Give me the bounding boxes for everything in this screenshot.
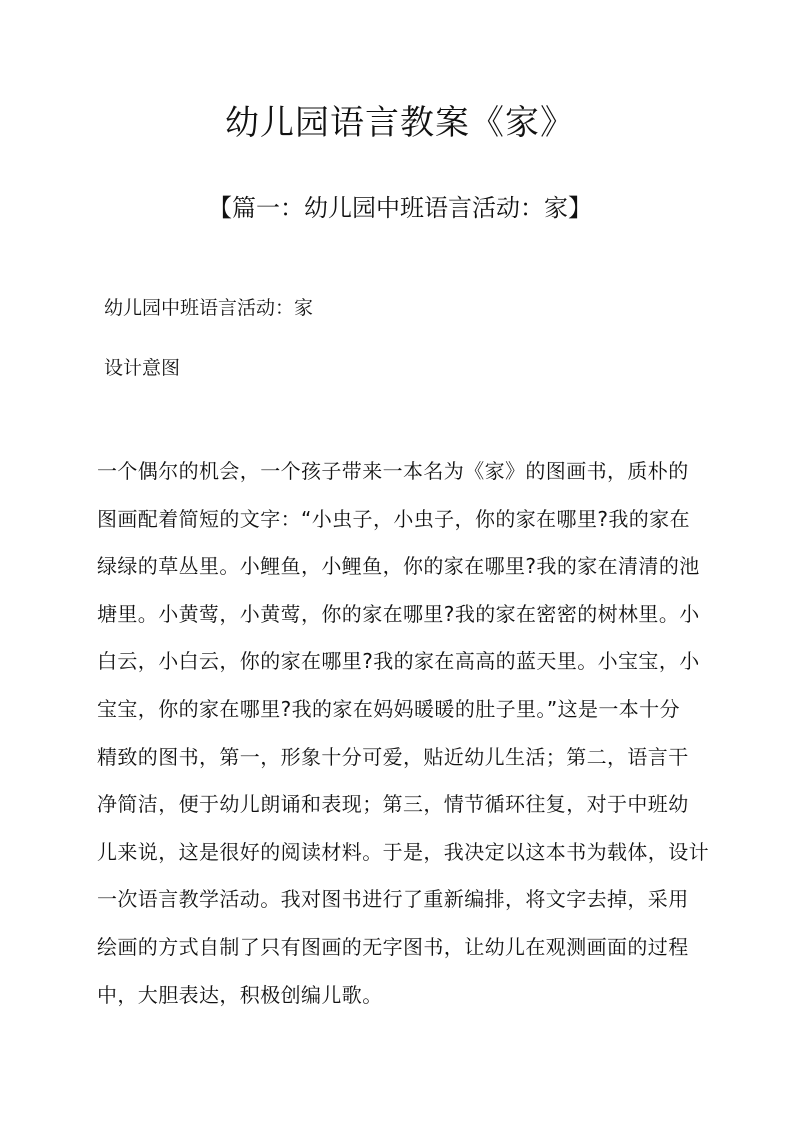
- paragraph-line: 宝宝，你的家在哪里?我的家在妈妈暖暖的肚子里。”这是一本十分: [97, 696, 680, 721]
- paragraph-line: 一次语言教学活动。我对图书进行了重新编排，将文字去掉，采用: [97, 887, 689, 912]
- paragraph-line: 图画配着简短的文字：“小虫子，小虫子，你的家在哪里?我的家在: [97, 506, 690, 531]
- paragraph-line: 儿来说，这是很好的阅读材料。于是，我决定以这本书为载体，设计: [97, 839, 709, 864]
- paragraph-line: 净简洁，便于幼儿朗诵和表现；第三，情节循环往复，对于中班幼: [97, 792, 689, 817]
- paragraph-line: 塘里。小黄莺，小黄莺，你的家在哪里?我的家在密密的树林里。小: [97, 601, 700, 626]
- design-intent-paragraph: [97, 448, 717, 1019]
- paragraph-line: 绘画的方式自制了只有图画的无字图书，让幼儿在观测画面的过程: [97, 934, 689, 959]
- design-intent-heading: 设计意图: [104, 357, 181, 379]
- section-title: 【篇一：幼儿园中班语言活动：家】: [208, 194, 592, 222]
- paragraph-line: 精致的图书，第一，形象十分可爱，贴近幼儿生活；第二，语言干: [97, 744, 689, 769]
- activity-title: 幼儿园中班语言活动：家: [104, 297, 314, 319]
- paragraph-line: 中，大胆表达，积极创编儿歌。: [97, 982, 383, 1007]
- paragraph-line: 绿绿的草丛里。小鲤鱼，小鲤鱼，你的家在哪里?我的家在清清的池: [97, 554, 700, 579]
- document-title: 幼儿园语言教案《家》: [225, 103, 575, 143]
- paragraph-line: 一个偶尔的机会，一个孩子带来一本名为《家》的图画书，质朴的: [97, 459, 689, 483]
- paragraph-line: 白云，小白云，你的家在哪里?我的家在高高的蓝天里。小宝宝，小: [97, 649, 700, 674]
